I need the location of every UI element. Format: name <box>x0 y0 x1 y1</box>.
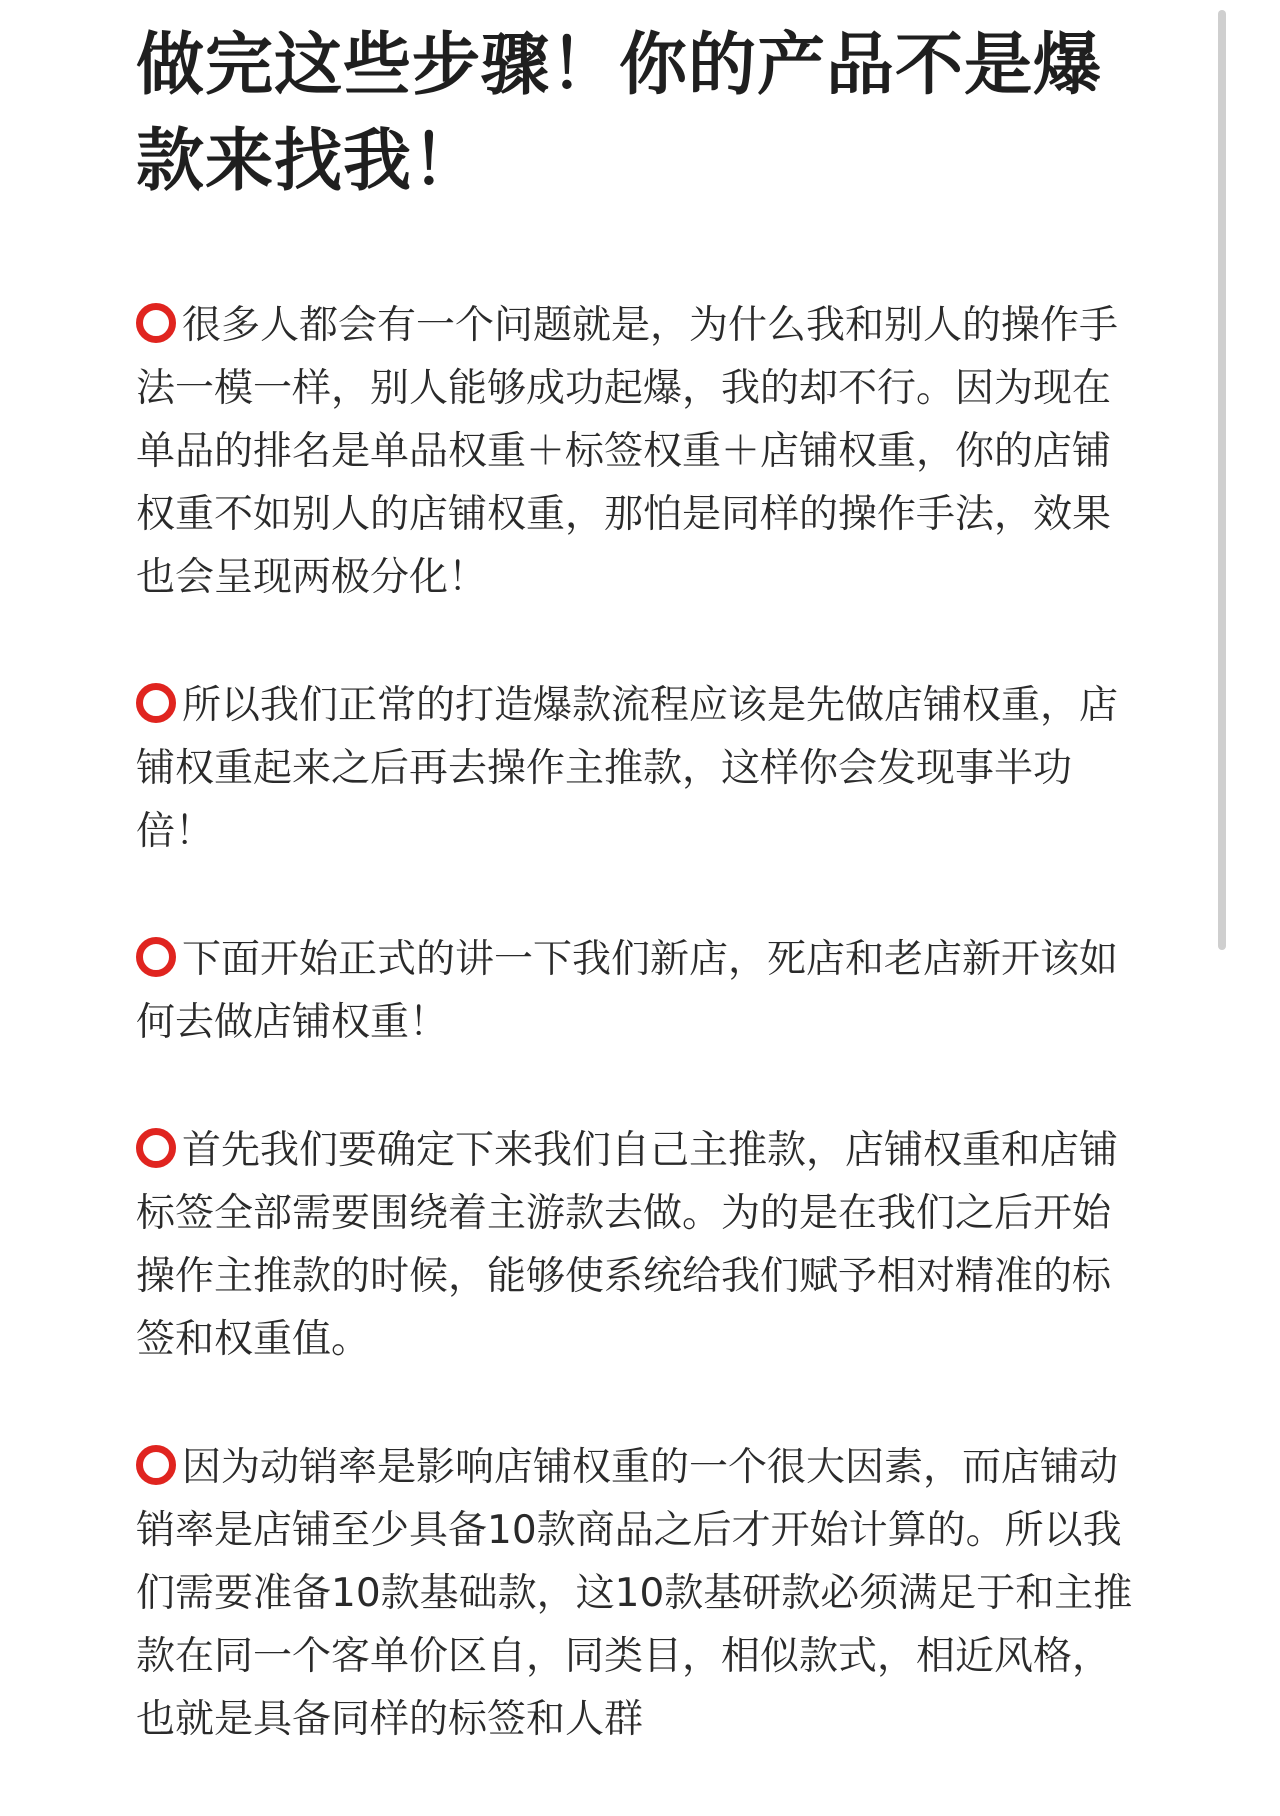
red-circle-icon <box>136 1128 176 1168</box>
paragraph <box>136 674 1146 863</box>
paragraph-text: 所以我们正常的打造爆款流程应该是先做店铺权重，店铺权重起来之后再去操作主推款，这样你会发现事半功倍！ <box>136 683 1119 854</box>
red-circle-icon <box>136 937 176 977</box>
paragraph <box>136 1436 1146 1751</box>
red-circle-icon <box>136 303 176 343</box>
article-title: 做完这些步骤！你的产品不是爆款来找我！ <box>136 26 1103 201</box>
red-circle-icon <box>136 683 176 723</box>
paragraph-text: 首先我们要确定下来我们自己主推款，店铺权重和店铺标签全部需要围绕着主游款去做。为的是在我们之后开始操作主推款的时候，能够使系统给我们赋予相对精准的标签和权重值。 <box>136 1128 1119 1362</box>
article <box>136 18 1146 1816</box>
red-circle-icon <box>136 1445 176 1485</box>
vertical-scrollbar[interactable] <box>1218 10 1226 950</box>
paragraph-text: 很多人都会有一个问题就是，为什么我和别人的操作手法一模一样，别人能够成功起爆，我的却不行。因为现在单品的排名是单品权重＋标签权重＋店铺权重，你的店铺权重不如别人的店铺权重，那怕是同样的操作手法，效果也会呈现两极分化！ <box>136 303 1119 600</box>
paragraph <box>136 1119 1146 1371</box>
paragraph <box>136 294 1146 609</box>
paragraph-text: 下面开始正式的讲一下我们新店，死店和老店新开该如何去做店铺权重！ <box>136 937 1119 1045</box>
paragraph <box>136 928 1146 1054</box>
paragraph-text: 因为动销率是影响店铺权重的一个很大因素，而店铺动销率是店铺至少具备10款商品之后才开始计算的。所以我们需要准备10款基础款，这10款基研款必须满足于和主推款在同一个客单价区自，同类目，相似款式，相近风格，也就是具备同样的标签和人群 <box>136 1445 1133 1742</box>
article-body <box>136 294 1146 1751</box>
